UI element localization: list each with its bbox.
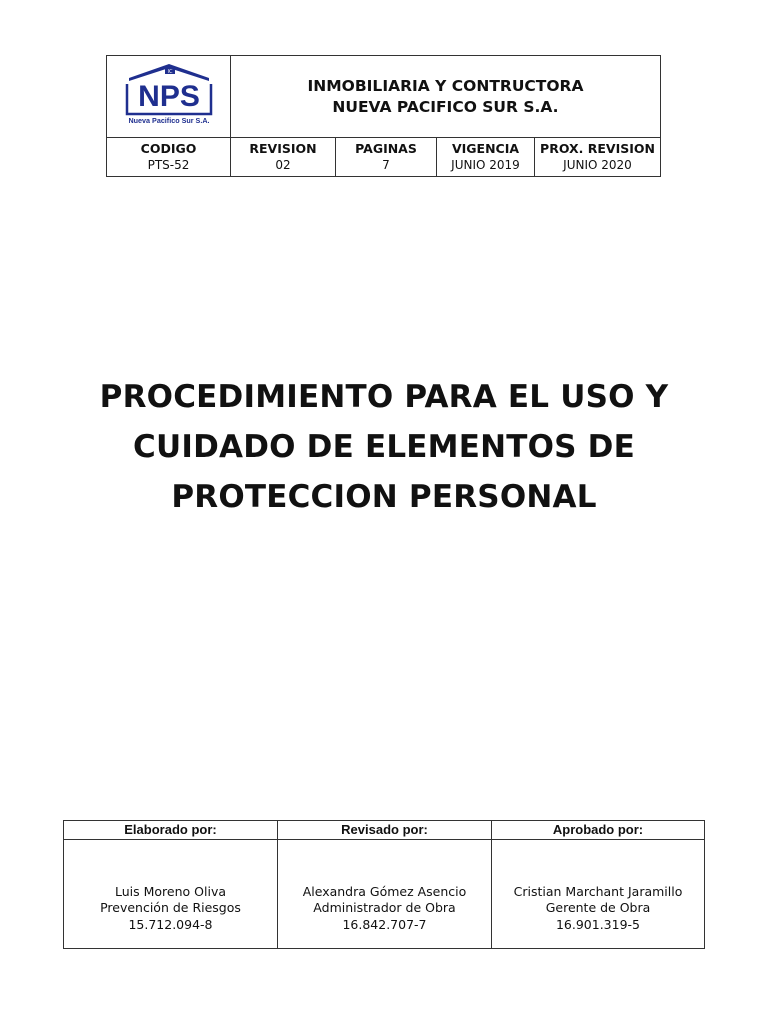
company-name bbox=[231, 56, 660, 137]
logo-mark-text: IC bbox=[167, 69, 173, 75]
field-value: PTS-52 bbox=[147, 158, 190, 172]
field-prox-revision bbox=[535, 138, 660, 176]
document-info-row bbox=[107, 137, 660, 176]
signer-id: 16.901.319-5 bbox=[555, 916, 641, 932]
approval-table bbox=[63, 820, 705, 949]
signer-name: Alexandra Gómez Asencio bbox=[302, 883, 467, 899]
company-line-1: INMOBILIARIA Y CONTRUCTORA bbox=[307, 76, 584, 95]
header-elaborado: Elaborado por: bbox=[64, 821, 278, 839]
signer-name: Cristian Marchant Jaramillo bbox=[513, 883, 683, 899]
company-line-2: NUEVA PACIFICO SUR S.A. bbox=[332, 97, 559, 116]
approval-header-row bbox=[64, 821, 704, 840]
field-paginas bbox=[336, 138, 437, 176]
company-logo bbox=[107, 56, 231, 137]
header-revisado: Revisado por: bbox=[278, 821, 492, 839]
field-label: REVISION bbox=[249, 141, 317, 156]
signer-aprobado bbox=[492, 839, 704, 948]
field-label: PAGINAS bbox=[355, 141, 417, 156]
header-aprobado: Aprobado por: bbox=[552, 822, 644, 837]
approval-body-row bbox=[64, 839, 704, 948]
logo-subtitle: Nueva Pacifico Sur S.A. bbox=[128, 116, 210, 125]
field-value: JUNIO 2019 bbox=[451, 158, 520, 172]
nps-logo-icon bbox=[107, 56, 231, 137]
field-revision bbox=[231, 138, 336, 176]
signer-name: Luis Moreno Oliva bbox=[115, 883, 226, 899]
title-line-2: CUIDADO DE ELEMENTOS DE bbox=[133, 429, 635, 465]
signer-revisado bbox=[278, 839, 492, 948]
field-label: PROX. REVISION bbox=[540, 141, 655, 156]
title-line-1: PROCEDIMIENTO PARA EL USO Y bbox=[99, 379, 669, 415]
signer-id: 15.712.094-8 bbox=[128, 916, 213, 932]
logo-text: NPS bbox=[138, 80, 200, 113]
signer-role: Gerente de Obra bbox=[545, 900, 651, 915]
field-value: 7 bbox=[382, 158, 390, 172]
title-line-3: PROTECCION PERSONAL bbox=[171, 479, 597, 515]
field-label: CODIGO bbox=[140, 141, 197, 156]
field-value: 02 bbox=[275, 158, 291, 172]
document-title bbox=[40, 372, 728, 522]
field-vigencia bbox=[437, 138, 535, 176]
signer-id: 16.842.707-7 bbox=[342, 916, 427, 932]
signer-role: Prevención de Riesgos bbox=[100, 900, 241, 915]
field-label: VIGENCIA bbox=[451, 141, 520, 156]
document-header bbox=[106, 55, 661, 177]
field-codigo bbox=[107, 138, 231, 176]
signer-elaborado bbox=[64, 839, 278, 948]
field-value: JUNIO 2020 bbox=[563, 158, 632, 172]
signer-role: Administrador de Obra bbox=[313, 900, 456, 915]
